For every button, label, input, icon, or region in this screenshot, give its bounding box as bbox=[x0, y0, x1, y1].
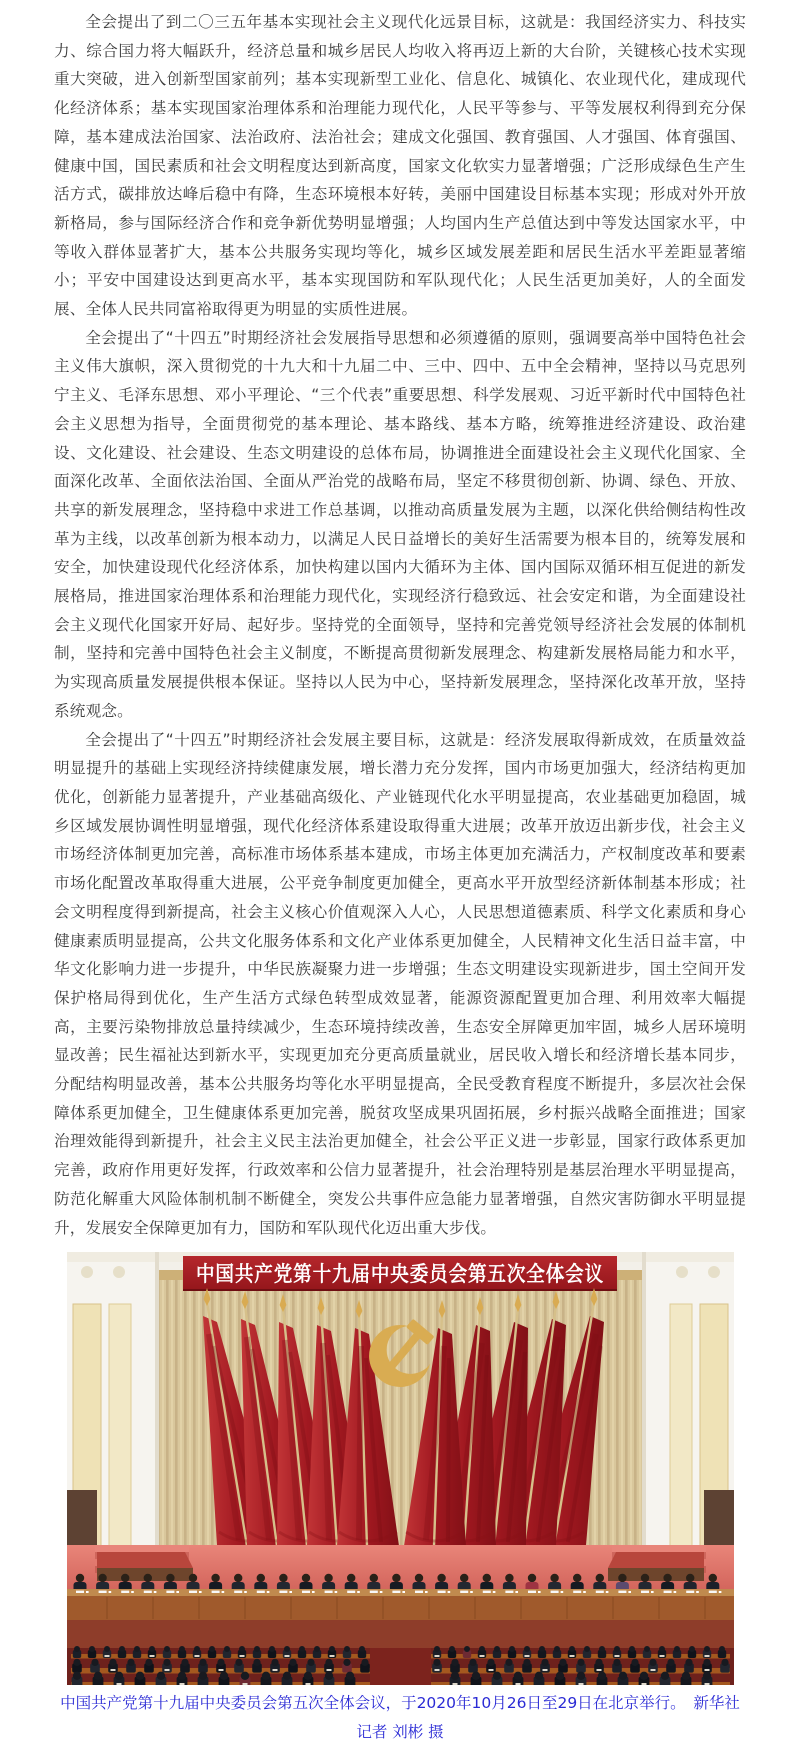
rostrum-fascia bbox=[67, 1620, 734, 1648]
banner-text: 中国共产党第十九届中央委员会第五次全体会议 bbox=[195, 1262, 604, 1287]
plenary-session-photo bbox=[67, 1252, 734, 1685]
audience-area bbox=[67, 1646, 734, 1685]
body-paragraph-2: 全会提出了“十四五”时期经济社会发展指导思想和必须遵循的原则，强调要高举中国特色社会主义伟大旗帜，深入贯彻党的十九大和十九届二中、三中、四中、五中全会精神，坚持以马克思列宁主义、毛泽东思想、邓小平理论、“三个代表”重要思想、科学发展观、习近平新时代中国特色社会主义思想为指导，全面贯彻党的基本理论、基本路线、基本方略，统筹推进经济建设、政治建设、文化建设、社会建设、生态文明建设的总体布局，协调推进全面建设社会主义现代化国家、全面深化改革、全面依法治国、全面从严治党的战略布局，坚定不移贯彻创新、协调、绿色、开放、共享的新发展理念，坚持稳中求进工作总基调，以推动高质量发展为主题，以深化供给侧结构性改革为主线，以改革创新为根本动力，以满足人民日益增长的美好生活需要为根本目的，统筹发展和安全，加快建设现代化经济体系，加快构建以国内大循环为主体、国内国际双循环相互促进的新发展格局，推进国家治理体系和治理能力现代化，实现经济行稳致远、社会安定和谐，为全面建设社会主义现代化国家开好局、起好步。坚持党的全面领导，坚持和完善党领导经济社会发展的体制机制，坚持和完善中国特色社会主义制度，不断提高贯彻新发展理念、构建新发展格局能力和水平，为实现高质量发展提供根本保证。坚持以人民为中心，坚持新发展理念，坚持深化改革开放，坚持系统观念。 bbox=[54, 328, 746, 720]
body-paragraph-3: 全会提出了“十四五”时期经济社会发展主要目标，这就是：经济发展取得新成效，在质量效益明显提升的基础上实现经济持续健康发展，增长潜力充分发挥，国内市场更加强大，经济结构更加优化，创新能力显著提升，产业基础高级化、产业链现代化水平明显提高，农业基础更加稳固，城乡区域发展协调性明显增强，现代化经济体系建设取得重大进展；改革开放迈出新步伐，社会主义市场经济体制更加完善，高标准市场体系基本建成，市场主体更加充满活力，产权制度改革和要素市场化配置改革取得重大进展，公平竞争制度更加健全，更高水平开放型经济新体制基本形成；社会文明程度得到新提高，社会主义核心价值观深入人心，人民思想道德素质、科学文化素质和身心健康素质明显提高，公共文化服务体系和文化产业体系更加健全，人民精神文化生活日益丰富，中华文化影响力进一步提升，中华民族凝聚力进一步增强；生态文明建设实现新进步，国土空间开发保护格局得到优化，生产生活方式绿色转型成效显著，能源资源配置更加合理、利用效率大幅提高，主要污染物排放总量持续减少，生态环境持续改善，生态安全屏障更加牢固，城乡人居环境明显改善；民生福祉达到新水平，实现更加充分更高质量就业，居民收入增长和经济增长基本同步，分配结构明显改善，基本公共服务均等化水平明显提高，全民受教育程度不断提升，多层次社会保障体系更加健全，卫生健康体系更加完善，脱贫攻坚成果巩固拓展，乡村振兴战略全面推进；国家治理效能得到新提升，社会主义民主法治更加健全，社会公平正义进一步彰显，国家行政体系更加完善，政府作用更好发挥，行政效率和公信力显著提升，社会治理特别是基层治理水平明显提高，防范化解重大风险体制机制不断健全，突发公共事件应急能力显著增强，自然灾害防御水平明显提升，发展安全保障更加有力，国防和军队现代化迈出重大步伐。 bbox=[54, 730, 746, 1237]
session-banner bbox=[183, 1256, 617, 1291]
photo-caption: 中国共产党第十九届中央委员会第五次全体会议，于2020年10月26日至29日在北京举行。 新华社记者 刘彬 摄 bbox=[60, 1694, 740, 1742]
side-table-left bbox=[97, 1552, 193, 1570]
side-table-right bbox=[608, 1552, 704, 1570]
plenary-photo-canvas bbox=[67, 1252, 734, 1685]
body-paragraph-1: 全会提出了到二〇三五年基本实现社会主义现代化远景目标，这就是：我国经济实力、科技实力、综合国力将大幅跃升，经济总量和城乡居民人均收入将再迈上新的大台阶，关键核心技术实现重大突破，进入创新型国家前列；基本实现新型工业化、信息化、城镇化、农业现代化，建成现代化经济体系；基本实现国家治理体系和治理能力现代化，人民平等参与、平等发展权利得到充分保障，基本建成法治国家、法治政府、法治社会；建成文化强国、教育强国、人才强国、体育强国、健康中国，国民素质和社会文明程度达到新高度，国家文化软实力显著增强；广泛形成绿色生产生活方式，碳排放达峰后稳中有降，生态环境根本好转，美丽中国建设目标基本实现；形成对外开放新格局，参与国际经济合作和竞争新优势明显增强；人均国内生产总值达到中等发达国家水平，中等收入群体显著扩大，基本公共服务实现均等化，城乡区域发展差距和居民生活水平差距显著缩小；平安中国建设达到更高水平，基本实现国防和军队现代化；人民生活更加美好，人的全面发展、全体人民共同富裕取得更为明显的实质性进展。 bbox=[54, 13, 746, 319]
article-body bbox=[54, 8, 746, 1242]
rostrum-table bbox=[67, 1589, 734, 1648]
center-aisle bbox=[370, 1648, 431, 1685]
